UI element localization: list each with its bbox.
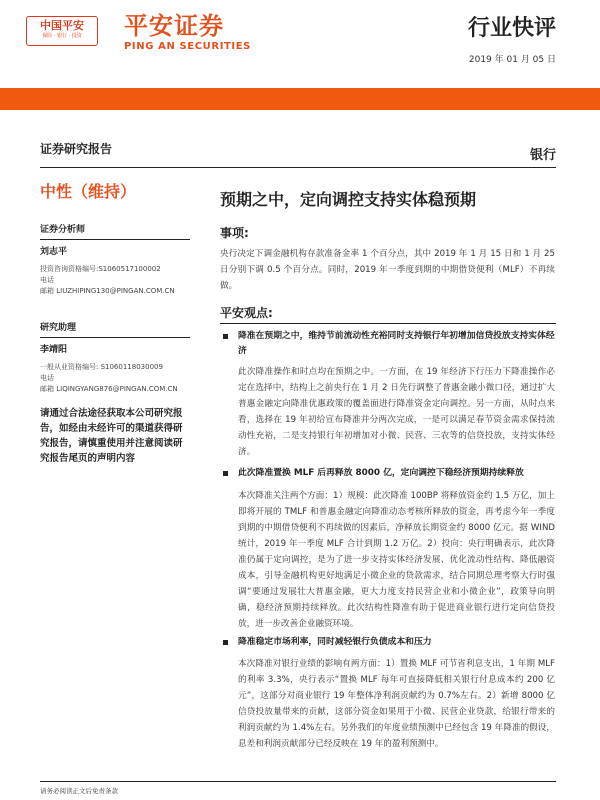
industry-label: 银行 <box>529 148 556 163</box>
footer-note: 请务必阅读正文后免责条款 <box>40 787 118 795</box>
point-body: 本次降准对银行业绩的影响有两方面：1）置换 MLF 可节省利息支出，1 年期 MLF 的利率 3.3%，央行表示“置换 MLF 每年可直接降低相关银行付息成本约 200 亿元”，这部分对商业银行 19 年整体净利润贡献约为 0.7%左右。2）新增 8000 亿信贷投放量带来的贡献，这部分资金如果用于小微、民营企业贷款，给银行带来的利润贡献约为 1.4%左右。另外我们的年度业绩预测中已经包含 19 年降准的假设，息差和利润贡献部分已经反映在 19 年的盈利预测中。 <box>238 659 555 749</box>
header-band <box>0 88 600 110</box>
views-heading: 平安观点: <box>220 306 273 320</box>
assistant-name: 李靖阳 <box>40 345 68 355</box>
divider <box>40 239 190 240</box>
brand-name-cn: 平安证券 <box>124 12 224 40</box>
point-body: 本次降准关注两个方面：1）规模：此次降准 100BP 将释放资金约 1.5 万亿，加上即将开展的 TMLF 和普惠金融定向降准动态考核所释放的资金，再考虑今年一季度到期的中期借贷便利不再续做的因素后，净释放长期资金约 8000 亿元。据 WIND 统计，2019 年一季度 MLF 合计到期 1.2 万亿。2）投向：央行明确表示，此次降准仍属于定向调控，是为了进一步支持实体经济发展、优化流动性结构、降低融资成本，引导金融机构更好地满足小微企业的贷款需求，结合同期总理考察大行时强调“要通过发展壮大普惠金融，更大力度支持民营企业和小微企业”，政策导向明确，稳经济预期持续释放。此次结构性降准有助于促进商业银行进行定向信贷投放，进一步改善企业融资环境。 <box>238 491 555 629</box>
page-title: 预期之中，定向调控支持实体稳预期 <box>220 190 477 209</box>
report-category: 证券研究报告 <box>40 142 113 156</box>
point-heading <box>220 329 555 359</box>
analyst-heading: 证券分析师 <box>40 225 86 235</box>
event-text: 央行决定下调金融机构存款准备金率 1 个百分点，其中 2019 年 1 月 15 日和 1 月 25 日分别下调 0.5 个百分点。同时，2019 年一季度到期的中期借贷便利（MLF）不再续做。 <box>220 249 555 291</box>
logo-text: 中国平安 <box>40 19 84 32</box>
logo-subtext: 保险 · 银行 · 投资 <box>42 33 82 39</box>
divider <box>40 167 556 168</box>
disclaimer: 请通过合法途径获取本公司研究报告，如经由未经许可的渠道获得研究报告，请慎重使用并注意阅读研究报告尾页的声明内容 <box>40 408 183 464</box>
assistant-cert: 一般从业资格编号: S1060118030009 <box>40 363 163 371</box>
analyst-cert: 投资咨询资格编号:S1060517100002 <box>40 265 161 273</box>
analyst-email[interactable]: 邮箱 LIUZHIPING130@PINGAN.COM.CN <box>40 287 175 295</box>
event-heading: 事项: <box>220 226 249 240</box>
point-heading-text: 降准在预期之中，维持节前流动性充裕同时支持银行年初增加信贷投放支持实体经济 <box>238 331 555 356</box>
analyst-section <box>40 224 190 297</box>
point-heading <box>220 635 555 650</box>
point-heading-text: 降准稳定市场利率，同时减轻银行负债成本和压力 <box>238 637 432 647</box>
brand-name-en: PING AN SECURITIES <box>124 41 251 52</box>
rating: 中性（维持） <box>40 182 137 201</box>
assistant-section <box>40 322 190 395</box>
report-type: 行业快评 <box>467 16 556 41</box>
divider <box>220 323 556 324</box>
report-date: 2019 年 01 月 05 日 <box>468 55 556 65</box>
point-body: 此次降准操作和时点均在预期之中。一方面，在 19 年经济下行压力下降准操作必定在选择中，结构上之前央行在 1 月 2 日先行调整了普惠金融小微口径，通过扩大普惠金融定向降准优惠政策的覆盖面进行降准资金定向调控。另一方面，从时点来看，选择在 19 年初给宣布降准并分两次完成，一是可以满足春节资金需求保持流动性充裕，二是支持银行年初增加对小微、民营、三农等的信贷投放，支持实体经济。 <box>238 367 555 457</box>
point-heading <box>220 466 555 481</box>
pingan-group-logo <box>26 16 98 46</box>
assistant-heading: 研究助理 <box>40 323 77 333</box>
footer-divider <box>40 781 556 782</box>
point-heading-text: 此次降准置换 MLF 后再释放 8000 亿，定向调控下稳经济预期持续释放 <box>238 468 524 478</box>
assistant-phone-label: 电话 <box>40 374 54 382</box>
analyst-phone-label: 电话 <box>40 276 54 284</box>
divider <box>40 337 190 338</box>
assistant-email[interactable]: 邮箱 LIQINGYANG876@PINGAN.COM.CN <box>40 385 178 393</box>
analyst-name: 刘志平 <box>40 247 68 257</box>
